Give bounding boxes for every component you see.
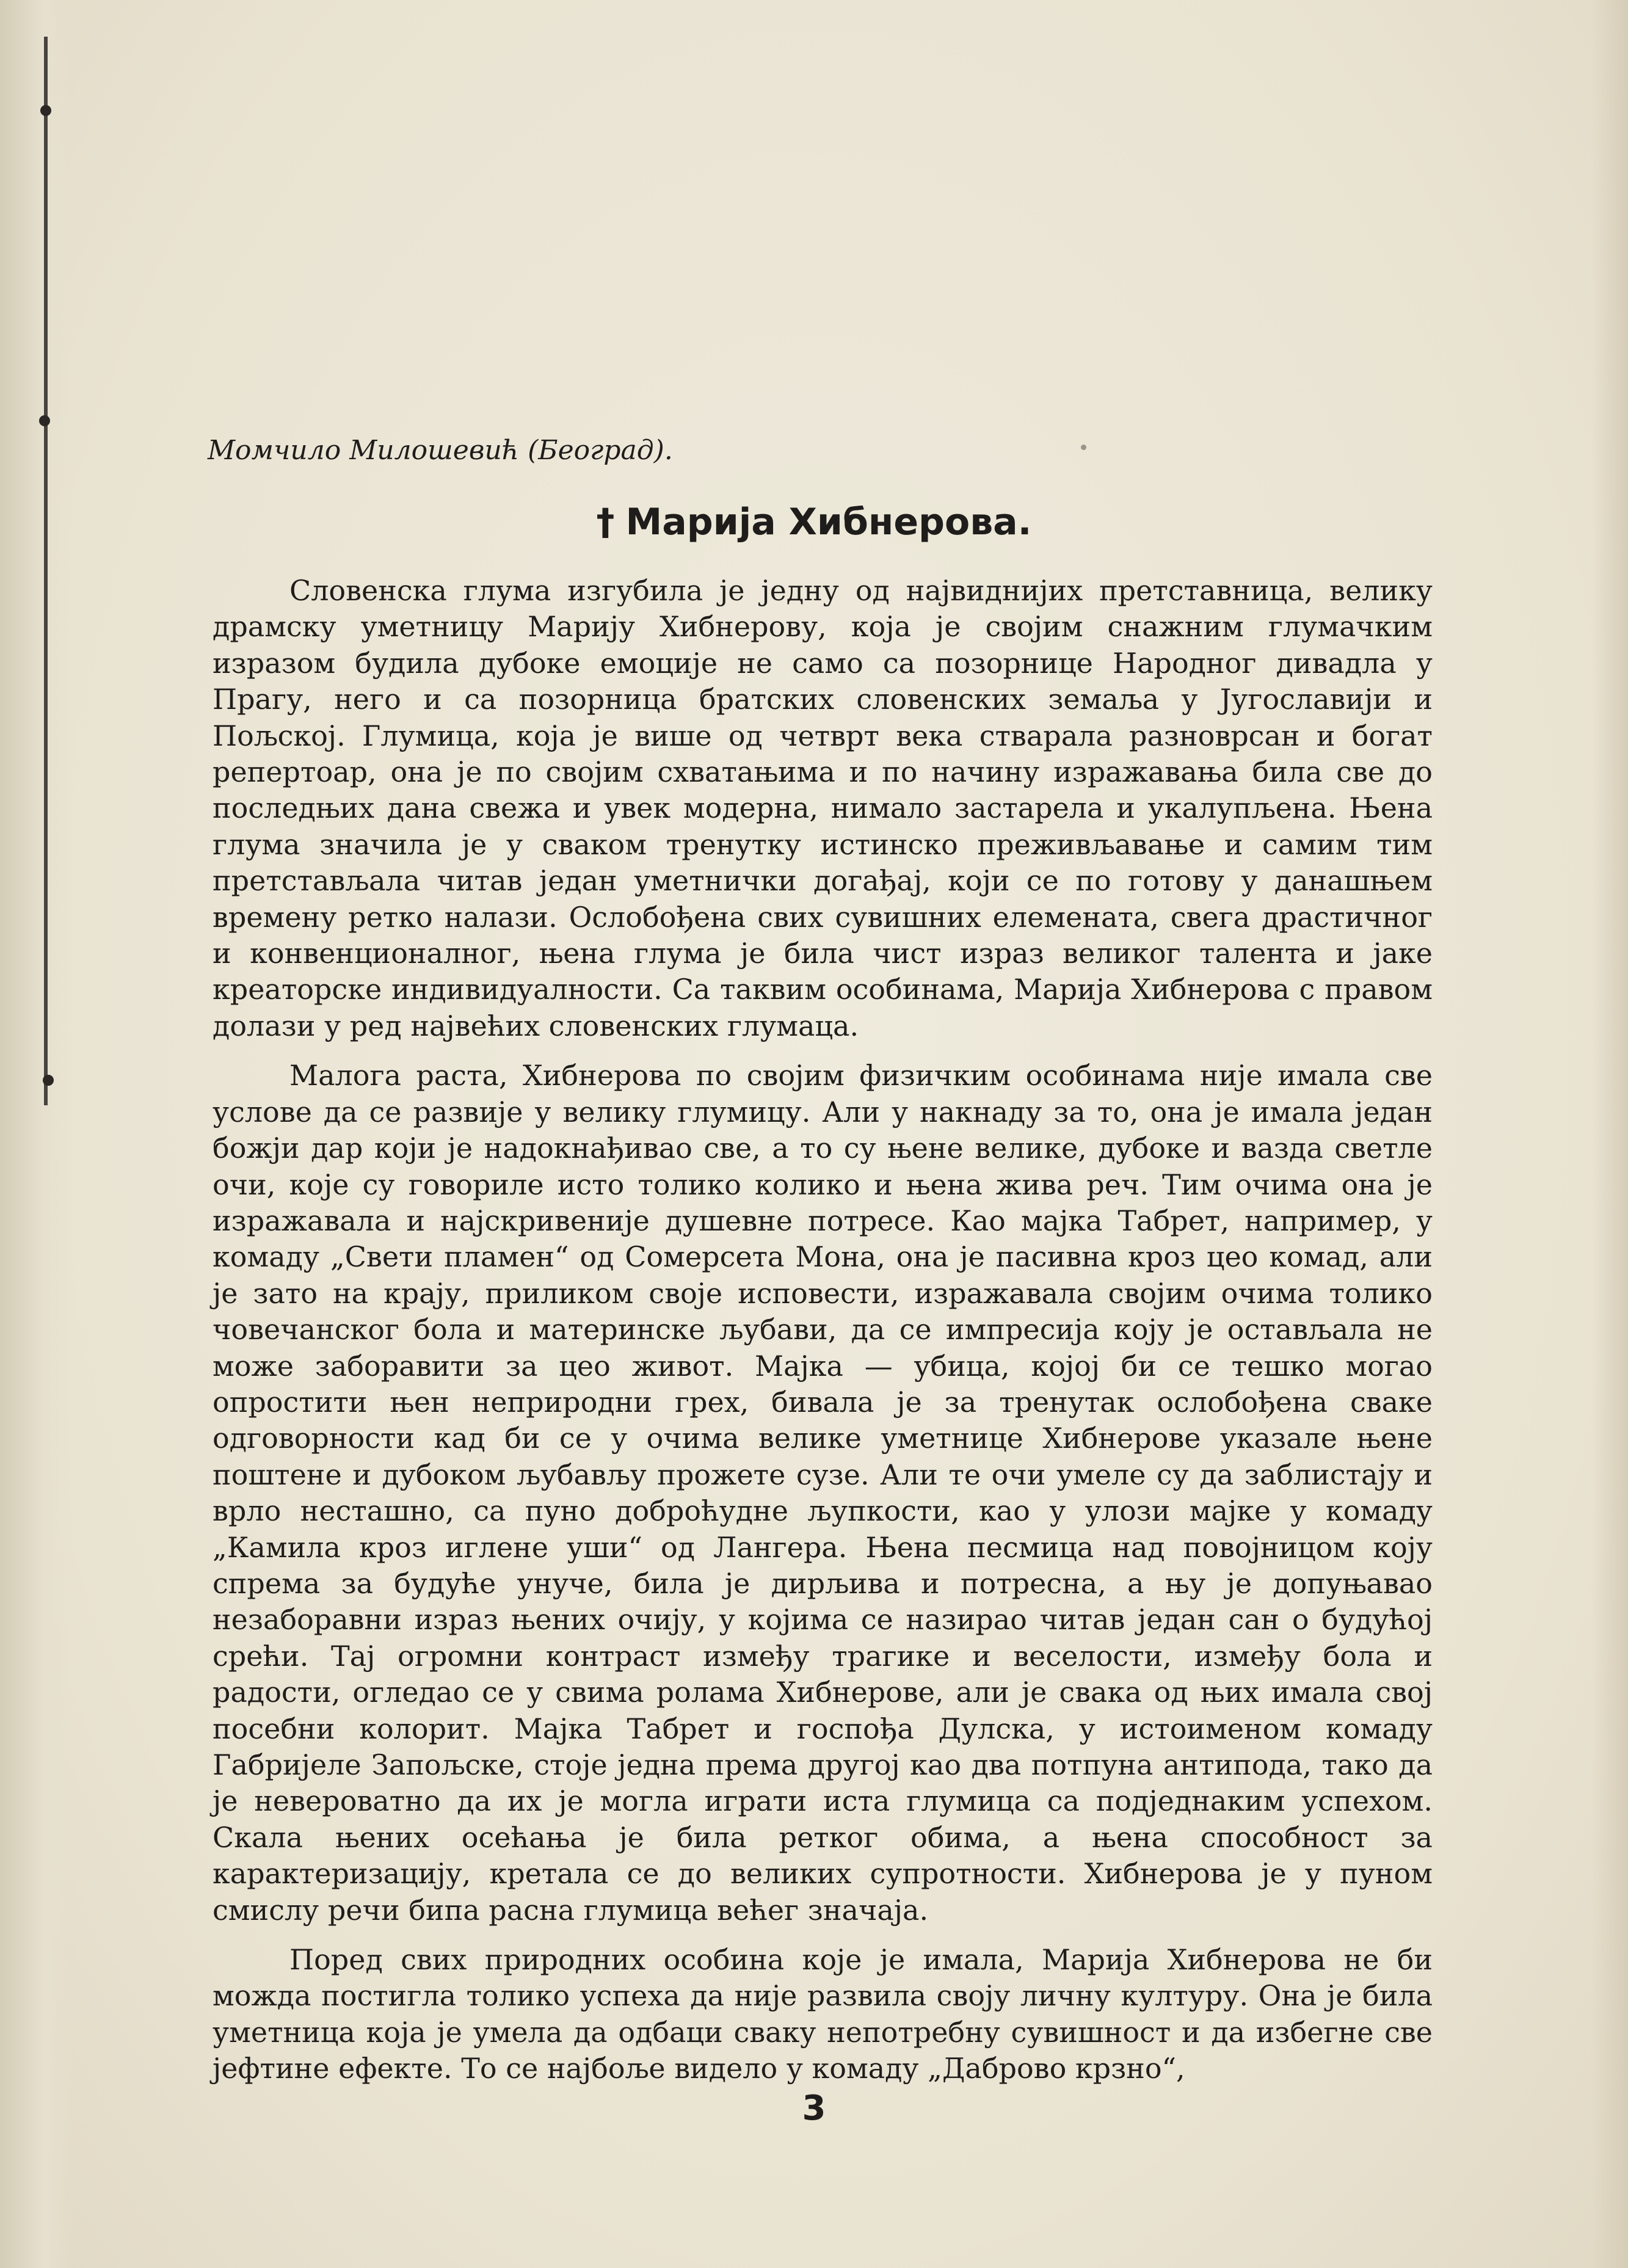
- article-body: [213, 573, 1433, 2101]
- binding-stitch-mark: [40, 105, 51, 116]
- binding-stitch-mark: [43, 1075, 54, 1086]
- paragraph: Словенска глума изгубила је једну од највиднијих претставница, велику драмску уметницу Марију Хибнерову, која је својим снажним глумачким изразом будила дубоке емоције не само са позорнице Народног дивадла у Прагу, него и са позорница братских словенских земаља у Југославији и Пољској. Глумица, која је више од четврт века стварала разноврсан и богат репертоар, она је по својим схватањима и по начину изражавања била све до последњих дана свежа и увек модерна, нимало застарела и укалупљена. Њена глума значила је у сваком тренутку истинско преживљавање и самим тим претстављала читав један уметнички догађај, који се по готову у данашњем времену ретко налази. Ослобођена свих сувишних елемената, свега драстичног и конвенционалног, њена глума је била чист израз великог талента и јаке креаторске индивидуалности. Са таквим особинама, Марија Хибнерова с правом долази у ред највећих словенских глумаца.: [213, 574, 1433, 1042]
- page-number: 3: [802, 2088, 826, 2128]
- binding-thread: [44, 37, 48, 1105]
- paragraph: Поред свих природних особина које је имала, Марија Хибнерова не би можда постигла толико успеха да није развила своју личну културу. Она је била уметница која је умела да одбаци сваку непотребну сувишност и да избегне све јефтине ефекте. То се најбоље видело у комаду „Даброво крзно“,: [213, 1943, 1433, 2085]
- article-title-text: Марија Хибнерова.: [625, 501, 1032, 543]
- cross-icon: †: [596, 501, 615, 543]
- page-binding-edge: [0, 0, 73, 2268]
- binding-stitch-mark: [39, 415, 50, 426]
- page-right-edge: [1591, 0, 1628, 2268]
- article-title: [0, 495, 1628, 550]
- paper-speck: [1081, 445, 1086, 450]
- paragraph: Малога раста, Хибнерова по својим физичким особинама није имала све услове да се развије у велику глумицу. Али у накнаду за то, она је имала један божји дар који је надокнађивао све, а то су њене велике, дубоке и вазда светле очи, које су говориле исто толико колико и њена жива реч. Тим очима она је изражавала и најскривеније душевне потресе. Као мајка Табрет, например, у комаду „Свети пламен“ од Сомерсета Мона, она је пасивна кроз цео комад, али је зато на крају, приликом своје исповести, изражавала својим очима толико човечанског бола и материнске љубави, да се импресија коју је остављала не може заборавити за цео живот. Мајка — убица, којој би се тешко могао опростити њен неприродни грех, бивала је за тренутак ослобођена сваке одговорности кад би се у очима велике уметнице Хибнерове указале њене поштене и дубоком љубављу прожете сузе. Али те очи умеле су да заблистају и врло несташно, са пуно доброћудне љупкости, као у улози мајке у комаду „Камила кроз иглене уши“ од Лангера. Њена песмица над повојницом коју спрема за будуће унуче, била је дирљива и потресна, а њу је допуњавао незаборавни израз њених очију, у којима се назирао читав један сан о будућој срећи. Тај огромни контраст између трагике и веселости, између бола и радости, огледао се у свима ролама Хибнерове, али је свака од њих имала свој посебни колорит. Мајка Табрет и госпођа Дулска, у истоименом комаду Габријеле Запољске, стоје једна према другој као два потпуна антипода, тако да је невероватно да их је могла играти иста глумица са подједнаким успехом. Скала њених осећања је била ретког обима, а њена способност за карактеризацију, кретала се до великих супротности. Хибнерова је у пуном смислу речи бипа расна глумица већег значаја.: [213, 1059, 1433, 1927]
- author-byline: Момчило Милошевић (Београд).: [208, 435, 673, 466]
